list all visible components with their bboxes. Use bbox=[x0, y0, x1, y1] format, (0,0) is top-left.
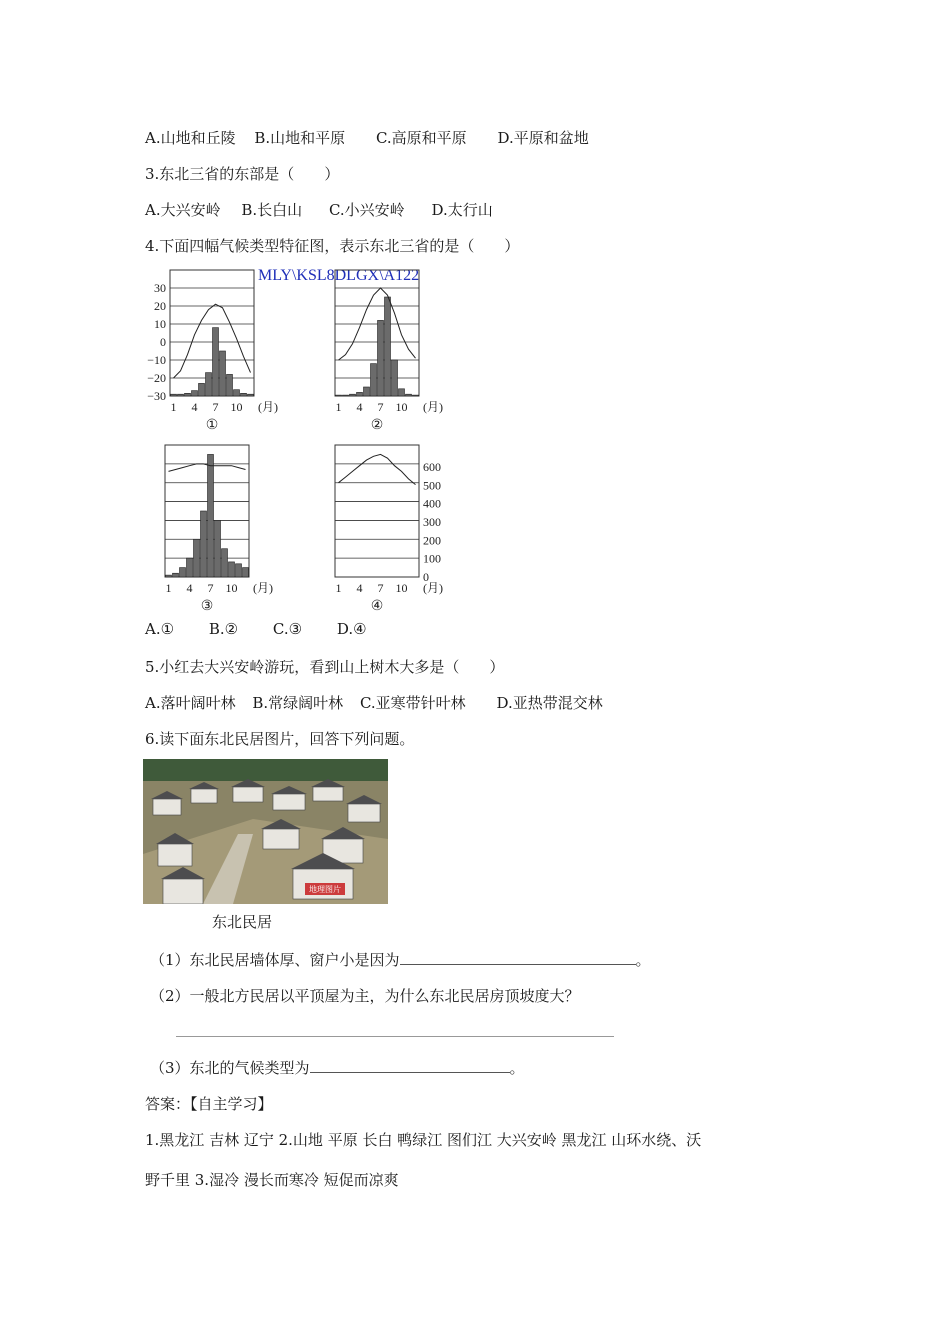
q3-option-c: C.小兴安岭 bbox=[328, 201, 405, 219]
precip-bar-month-3 bbox=[185, 393, 191, 396]
q3-option-b: B.长白山 bbox=[241, 201, 303, 219]
photo-stamp-text: 地理图片 bbox=[309, 885, 341, 894]
temperature-curve bbox=[339, 454, 416, 484]
q6-sub3 bbox=[150, 1057, 525, 1078]
temp-axis-tick: 20 bbox=[154, 299, 166, 313]
month-tick-label: 4 bbox=[356, 400, 363, 414]
climate-chart-3 bbox=[165, 445, 273, 614]
q2-option-a: A.山地和丘陵 bbox=[145, 129, 236, 147]
month-tick-label: 4 bbox=[191, 400, 198, 414]
precip-bar-month-9 bbox=[392, 360, 398, 396]
q4-options bbox=[145, 620, 367, 638]
q6-sub3-blank[interactable] bbox=[310, 1058, 510, 1073]
q6-sub2-answer-line[interactable] bbox=[176, 1036, 614, 1037]
precip-axis-tick: 400 bbox=[423, 496, 441, 511]
q4-option-a: A.① bbox=[145, 620, 175, 638]
month-unit-label: (月) bbox=[423, 581, 443, 595]
precip-bar-month-5 bbox=[199, 383, 205, 396]
answers-line-2: 野千里 3.湿冷 漫长而寒冷 短促而凉爽 bbox=[145, 1171, 399, 1189]
q5-option-a: A.落叶阔叶林 bbox=[145, 694, 236, 712]
precip-axis-tick: 600 bbox=[423, 460, 441, 474]
q2-option-b: B.山地和平原 bbox=[254, 129, 346, 147]
temperature-curve bbox=[174, 304, 251, 378]
q6-sub3-end: 。 bbox=[509, 1059, 525, 1077]
precip-bar-month-12 bbox=[248, 394, 254, 396]
precip-bar-month-8 bbox=[215, 520, 221, 577]
temp-axis-tick: 0 bbox=[160, 335, 166, 349]
precip-bar-month-3 bbox=[350, 394, 356, 396]
month-unit-label: (月) bbox=[253, 581, 273, 595]
month-tick-label: 7 bbox=[377, 581, 384, 595]
month-tick-label: 7 bbox=[207, 581, 214, 595]
precip-bar-month-5 bbox=[194, 539, 200, 577]
month-tick-label: 1 bbox=[335, 581, 342, 595]
month-tick-label: 4 bbox=[356, 581, 363, 595]
chart-frame bbox=[170, 270, 254, 396]
climate-chart-2 bbox=[335, 270, 443, 433]
precip-axis-tick: 500 bbox=[423, 478, 441, 493]
chart-frame bbox=[335, 445, 419, 577]
precip-bar-month-7 bbox=[208, 454, 214, 577]
q5-options bbox=[145, 692, 603, 713]
q6-sub1-end: 。 bbox=[635, 951, 651, 969]
precip-bar-month-10 bbox=[234, 390, 240, 396]
precip-bar-month-6 bbox=[201, 511, 207, 577]
precip-bar-month-4 bbox=[357, 392, 363, 396]
temp-axis-tick: −20 bbox=[147, 371, 166, 385]
month-tick-label: 10 bbox=[225, 581, 238, 595]
q3-stem: 3.东北三省的东部是（ ） bbox=[145, 165, 340, 183]
month-tick-label: 7 bbox=[377, 400, 384, 414]
month-tick-label: 1 bbox=[165, 581, 172, 595]
temp-axis-tick: 30 bbox=[154, 281, 166, 295]
precip-bar-month-8 bbox=[385, 297, 391, 396]
precip-bar-month-2 bbox=[343, 395, 349, 396]
chart-label-4: ④ bbox=[370, 599, 384, 614]
chart-label-1: ① bbox=[205, 418, 219, 433]
temp-axis-tick: −30 bbox=[147, 389, 166, 403]
precip-bar-month-6 bbox=[206, 373, 212, 396]
q4-option-b: B.② bbox=[208, 620, 239, 638]
dongbei-dwelling-photo bbox=[143, 759, 388, 904]
month-tick-label: 1 bbox=[170, 400, 177, 414]
month-tick-label: 7 bbox=[212, 400, 219, 414]
chart-label-3: ③ bbox=[200, 599, 214, 614]
q3-option-a: A.大兴安岭 bbox=[145, 201, 221, 219]
precip-bar-month-7 bbox=[378, 320, 384, 396]
q2-option-d: D.平原和盆地 bbox=[497, 129, 589, 147]
climate-charts-figure bbox=[140, 262, 460, 620]
precip-bar-month-7 bbox=[213, 328, 219, 396]
precip-bar-month-9 bbox=[227, 374, 233, 396]
precip-bar-month-2 bbox=[173, 573, 179, 577]
q6-sub3-prompt: （3）东北的气候类型为 bbox=[150, 1059, 310, 1077]
precip-axis-tick: 0 bbox=[423, 570, 429, 584]
village-aerial-image bbox=[143, 759, 388, 904]
precip-bar-month-12 bbox=[413, 395, 419, 396]
chart-frame bbox=[335, 270, 419, 396]
precip-axis-tick: 100 bbox=[423, 551, 441, 566]
month-tick-label: 4 bbox=[186, 581, 193, 595]
precip-bar-month-11 bbox=[406, 394, 412, 396]
precip-bar-month-8 bbox=[220, 351, 226, 396]
precip-bar-month-12 bbox=[243, 568, 249, 577]
precip-bar-month-3 bbox=[180, 568, 186, 577]
q4-option-d: D.④ bbox=[336, 620, 367, 638]
precip-bar-month-10 bbox=[399, 389, 405, 396]
month-tick-label: 1 bbox=[335, 400, 342, 414]
q6-sub1-blank[interactable] bbox=[400, 950, 636, 965]
temperature-curve bbox=[169, 464, 246, 472]
precip-bar-month-4 bbox=[187, 558, 193, 577]
q5-stem: 5.小红去大兴安岭游玩，看到山上树木大多是（ ） bbox=[145, 658, 505, 676]
precip-bar-month-6 bbox=[371, 364, 377, 396]
q5-option-b: B.常绿阔叶林 bbox=[252, 694, 344, 712]
q2-options bbox=[145, 127, 589, 148]
temp-axis-tick: 10 bbox=[154, 317, 166, 331]
temp-axis-tick: −10 bbox=[147, 353, 166, 367]
q6-stem: 6.读下面东北民居图片，回答下列问题。 bbox=[145, 730, 415, 748]
month-unit-label: (月) bbox=[258, 400, 278, 414]
precip-bar-month-2 bbox=[178, 394, 184, 396]
q2-option-c: C.高原和平原 bbox=[375, 129, 467, 147]
climate-chart-1 bbox=[170, 270, 278, 433]
month-tick-label: 10 bbox=[395, 581, 408, 595]
watermark-code: MLY\KSL8DLGX\A122 bbox=[258, 267, 420, 284]
chart-label-2: ② bbox=[370, 418, 384, 433]
month-tick-label: 10 bbox=[230, 400, 243, 414]
q6-sub1-prompt: （1）东北民居墙体厚、窗户小是因为 bbox=[150, 951, 400, 969]
q4-stem: 4.下面四幅气候类型特征图，表示东北三省的是（ ） bbox=[145, 237, 520, 255]
q5-option-d: D.亚热带混交林 bbox=[496, 694, 603, 712]
precip-bar-month-9 bbox=[222, 549, 228, 577]
answers-line-1: 1.黑龙江 吉林 辽宁 2.山地 平原 长白 鸭绿江 图们江 大兴安岭 黑龙江 山环水绕、沃 bbox=[145, 1131, 702, 1149]
precip-bar-month-1 bbox=[166, 575, 172, 577]
q5-option-c: C.亚寒带针叶林 bbox=[359, 694, 466, 712]
q4-option-c: C.③ bbox=[272, 620, 303, 638]
q3-options bbox=[145, 199, 493, 220]
answers-heading: 答案：【自主学习】 bbox=[145, 1095, 273, 1113]
month-unit-label: (月) bbox=[423, 400, 443, 414]
month-tick-label: 10 bbox=[395, 400, 408, 414]
q6-sub2: （2）一般北方民居以平顶屋为主，为什么东北民居房顶坡度大？ bbox=[150, 987, 580, 1005]
q3-option-d: D.太行山 bbox=[431, 201, 493, 219]
precip-bar-month-11 bbox=[241, 393, 247, 396]
precip-bar-month-10 bbox=[229, 562, 235, 577]
photo-caption: 东北民居 bbox=[212, 913, 273, 931]
precip-bar-month-1 bbox=[336, 395, 342, 396]
q6-sub1 bbox=[150, 949, 651, 970]
precip-bar-month-11 bbox=[236, 564, 242, 577]
precip-axis-tick: 200 bbox=[423, 533, 441, 548]
precip-bar-month-4 bbox=[192, 391, 198, 396]
precip-axis-tick: 300 bbox=[423, 515, 441, 529]
precip-bar-month-1 bbox=[171, 394, 177, 396]
precip-bar-month-5 bbox=[364, 387, 370, 396]
